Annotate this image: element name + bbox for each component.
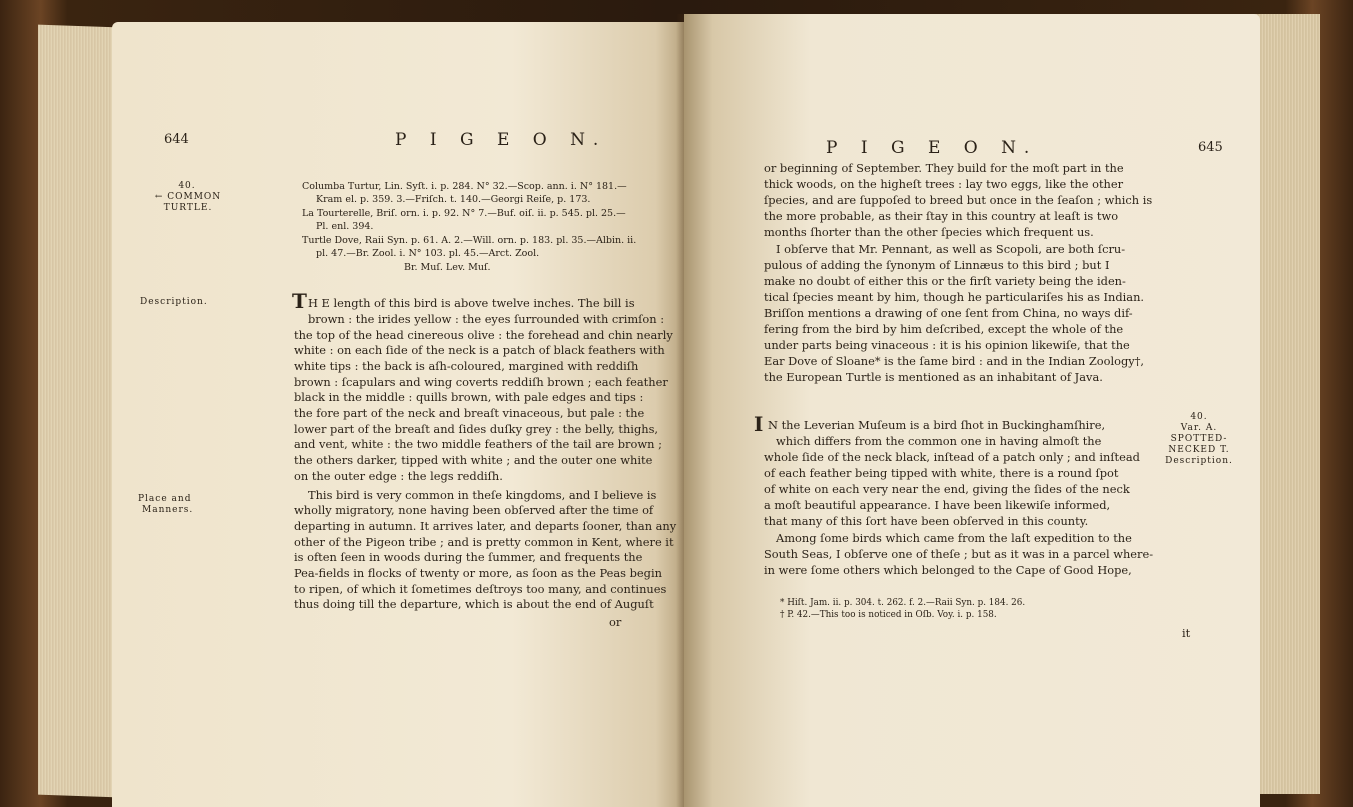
- right-running-head: P I G E O N.: [826, 138, 1039, 158]
- text-line: lower part of the breaſt and ſides duſky grey : the belly, thighs,: [294, 422, 659, 436]
- left-page: [112, 22, 684, 807]
- text-line: brown : ſcapulars and wing coverts reddiſh brown ; each feather: [294, 375, 668, 389]
- right-sidenote-var: Var. A.: [1180, 423, 1218, 433]
- text-line: pulous of adding the ſynonym of Linnæus to this bird ; but I: [764, 258, 1110, 272]
- text-line: to ripen, of which it ſometimes deſtroys too many, and continues: [294, 582, 667, 596]
- text-line: white tips : the back is aſh-coloured, margined with reddiſh: [294, 359, 639, 373]
- text-line: the top of the head cinereous olive : the forehead and chin nearly: [294, 328, 673, 342]
- text-line: the fore part of the neck and breaſt vinaceous, but pale : the: [294, 406, 645, 420]
- left-sidenote-place-2: Manners.: [142, 505, 194, 515]
- text-line: in were ſome others which belonged to the Cape of Good Hope,: [764, 563, 1132, 577]
- text-line: which differs from the common one in having almoſt the: [776, 434, 1102, 448]
- reference-line: Columba Turtur, Lin. Syſt. i. p. 284. N° 32.—Scop. ann. i. N° 181.—: [302, 181, 627, 192]
- text-line: of white on each very near the end, giving the ſides of the neck: [764, 482, 1130, 496]
- right-sidenote-title-2: NECKED T.: [1168, 445, 1230, 455]
- text-line: that many of this ſort have been obſerved in this county.: [764, 514, 1089, 528]
- left-sidenote-description: Description.: [140, 297, 208, 307]
- text-line: the more probable, as their ſtay in this country at leaſt is two: [764, 209, 1119, 223]
- text-line: Ear Dove of Sloane* is the ſame bird : and in the Indian Zoology†,: [764, 354, 1145, 368]
- dropcap: T: [292, 289, 307, 313]
- text-line: the others darker, tipped with white ; and the outer one white: [294, 453, 653, 467]
- footnote: * Hiſt. Jam. ii. p. 304. t. 262. f. 2.—Raii Syn. p. 184. 26.: [780, 598, 1026, 608]
- right-sidenote-description: Description.: [1165, 456, 1233, 466]
- text-line: whole ſide of the neck black, inſtead of a patch only ; and inſtead: [764, 450, 1140, 464]
- text-line: and vent, white : the two middle feathers of the tail are brown ;: [294, 437, 662, 451]
- text-line: or beginning of September. They build for the moſt part in the: [764, 161, 1124, 175]
- left-sidenote-title-1: ← COMMON: [154, 192, 222, 202]
- text-line: N the Leverian Muſeum is a bird ſhot in Buckinghamſhire,: [768, 418, 1106, 432]
- text-line: on the outer edge : the legs reddiſh.: [294, 469, 503, 483]
- text-line: This bird is very common in theſe kingdoms, and I believe is: [308, 488, 657, 502]
- right-sidenote-number: 40.: [1190, 412, 1208, 422]
- text-line: Briſſon mentions a drawing of one ſent from China, no ways dif-: [764, 306, 1133, 320]
- reference-line: Br. Muſ. Lev. Muſ.: [404, 262, 491, 273]
- left-sidenote-place-1: Place and: [138, 494, 192, 504]
- left-page-number: 644: [164, 132, 189, 147]
- text-line: Among ſome birds which came from the laſt expedition to the: [776, 531, 1132, 545]
- text-line: other of the Pigeon tribe ; and is pretty common in Kent, where it: [294, 535, 674, 549]
- text-line: H E length of this bird is above twelve inches. The bill is: [308, 296, 635, 310]
- text-line: is often ſeen in woods during the ſummer, and frequents the: [294, 550, 643, 564]
- reference-line: Kram el. p. 359. 3.—Friſch. t. 140.—Georgi Reiſe, p. 173.: [316, 194, 591, 205]
- left-page-edges: [38, 25, 118, 798]
- right-catchword: it: [1182, 626, 1191, 640]
- left-sidenote-title-2: TURTLE.: [163, 203, 213, 213]
- text-line: wholly migratory, none having been obſerved after the time of: [294, 503, 654, 517]
- text-line: of each feather being tipped with white, there is a round ſpot: [764, 466, 1119, 480]
- right-page-number: 645: [1198, 140, 1223, 155]
- text-line: fering from the bird by him deſcribed, except the whole of the: [764, 322, 1124, 336]
- reference-line: Turtle Dove, Raii Syn. p. 61. A. 2.—Will. orn. p. 183. pl. 35.—Albin. ii.: [302, 235, 637, 246]
- text-line: South Seas, I obſerve one of theſe ; but as it was in a parcel where-: [764, 547, 1154, 561]
- right-page: [684, 14, 1260, 807]
- text-line: a moſt beautiful appearance. I have been likewiſe informed,: [764, 498, 1111, 512]
- text-line: make no doubt of either this or the firſt variety being the iden-: [764, 274, 1126, 288]
- text-line: white : on each ſide of the neck is a patch of black feathers with: [294, 343, 665, 357]
- text-line: ſpecies, and are ſuppoſed to breed but once in the ſeaſon ; which is: [764, 193, 1153, 207]
- text-line: thus doing till the departure, which is about the end of Auguſt: [294, 597, 654, 611]
- text-line: the European Turtle is mentioned as an inhabitant of Java.: [764, 370, 1103, 384]
- text-line: departing in autumn. It arrives later, and departs ſooner, than any: [294, 519, 677, 533]
- text-line: I obſerve that Mr. Pennant, as well as Scopoli, are both ſcru-: [776, 242, 1126, 256]
- footnote: † P. 42.—This too is noticed in Oſb. Voy. i. p. 158.: [780, 610, 997, 620]
- reference-line: La Tourterelle, Briſ. orn. i. p. 92. N° 7.—Buf. oiſ. ii. p. 545. pl. 25.—: [302, 208, 626, 219]
- left-catchword: or: [609, 615, 622, 629]
- text-line: months ſhorter than the other ſpecies which frequent us.: [764, 225, 1094, 239]
- left-running-head: P I G E O N.: [395, 130, 608, 150]
- reference-line: pl. 47.—Br. Zool. i. N° 103. pl. 45.—Arct. Zool.: [316, 248, 540, 259]
- reference-line: Pl. enl. 394.: [316, 221, 374, 232]
- text-line: under parts being vinaceous : it is his opinion likewiſe, that the: [764, 338, 1130, 352]
- left-sidenote-number: 40.: [178, 181, 196, 191]
- dropcap: I: [754, 412, 764, 436]
- right-sidenote-title-1: SPOTTED-: [1170, 434, 1228, 444]
- text-line: black in the middle : quills brown, with pale edges and tips :: [294, 390, 644, 404]
- text-line: tical ſpecies meant by him, though he particulariſes his as Indian.: [764, 290, 1145, 304]
- text-line: brown : the irides yellow : the eyes ſurrounded with crimſon :: [308, 312, 665, 326]
- text-line: thick woods, on the higheſt trees : lay two eggs, like the other: [764, 177, 1124, 191]
- text-line: Pea-fields in flocks of twenty or more, as ſoon as the Peas begin: [294, 566, 662, 580]
